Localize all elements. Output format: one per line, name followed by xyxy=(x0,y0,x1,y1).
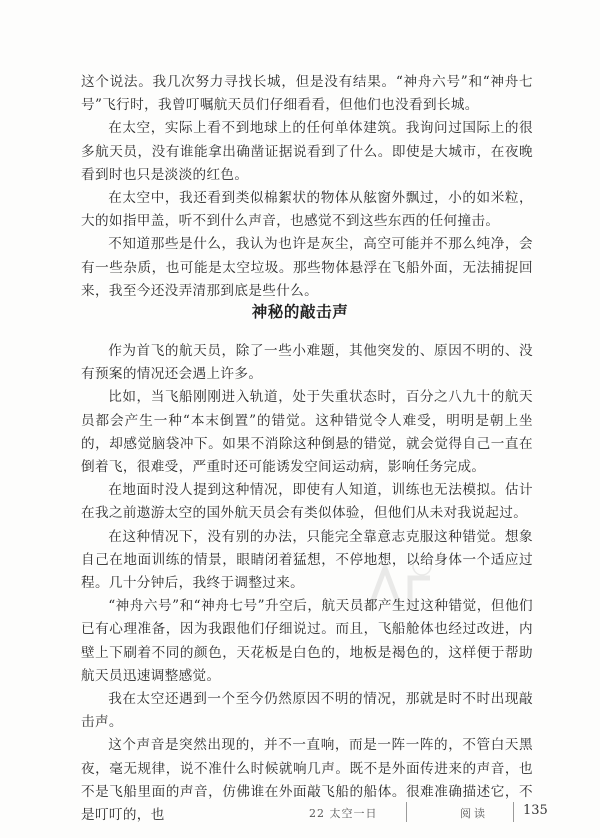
section-heading: 神秘的敲击声 xyxy=(251,303,349,321)
body-text-section-1 xyxy=(81,71,533,303)
paragraph: 不知道那些是什么，我认为也许是灰尘，高空可能并不那么纯净，会有一些杂质，也可能是太空垃圾。那些物体悬浮在飞船外面，无法捕捉回来，我至今还没弄清那到底是些什么。 xyxy=(81,236,533,299)
footer-divider xyxy=(406,802,407,822)
paragraph: 在太空，实际上看不到地球上的任何单体建筑。我询问过国际上的很多航天员，没有谁能拿出确凿证据说看到了什么。即使是大城市，在夜晚看到时也只是淡淡的红色。 xyxy=(81,120,533,183)
paragraph: 比如，当飞船刚刚进入轨道，处于失重状态时，百分之八九十的航天员都会产生一种“本末倒置”的错觉。这种错觉令人难受，明明是朝上坐的，却感觉脑袋冲下。如果不消除这种倒悬的错觉，就会觉得自己一直在倒着飞，很难受，严重时还可能诱发空间运动病，影响任务完成。 xyxy=(81,389,533,476)
page-footer xyxy=(0,802,600,822)
paragraph: 在这种情况下，没有别的办法，只能完全靠意志克服这种错觉。想象自己在地面训练的情景，眼睛闭着猛想，不停地想，以给身体一个适应过程。几十分钟后，我终于调整过来。 xyxy=(81,528,533,592)
page-number: 135 xyxy=(523,803,548,818)
body-text-section-2 xyxy=(81,340,533,827)
paragraph: 我在太空还遇到一个至今仍然原因不明的情况，那就是时不时出现敲击声。 xyxy=(81,691,533,731)
paragraph: 在地面时没人提到这种情况，即使有人知道，训练也无法模拟。估计在我之前遨游太空的国外航天员会有类似体验，但他们从未对我说起过。 xyxy=(81,482,533,522)
paragraph: 在太空中，我还看到类似棉絮状的物体从舷窗外飘过，小的如米粒，大的如指甲盖，听不到什么声音，也感觉不到这些东西的任何撞击。 xyxy=(81,190,533,230)
paragraph: 这个声音是突然出现的，并不一直响，而是一阵一阵的，不管白天黑夜，毫无规律，说不准什么时候就响几声。既不是外面传进来的声音，也不是飞船里面的声音，仿佛谁在外面敲飞船的船体。很难准确描述它，不是叮叮的，也 xyxy=(81,737,533,824)
footer-issue-title: 22 太空一日 xyxy=(309,807,378,820)
watermark-icon xyxy=(360,548,440,618)
paragraph: 作为首飞的航天员，除了一些小难题，其他突发的、原因不明的、没有预案的情况还会遇上许多。 xyxy=(81,343,533,383)
footer-section-name: 阅读 xyxy=(460,807,488,820)
paragraph: 这个说法。我几次努力寻找长城，但是没有结果。“神舟六号”和“神舟七号”飞行时，我曾叮嘱航天员们仔细看看，但他们也没看到长城。 xyxy=(81,74,533,114)
paragraph: “神舟六号”和“神舟七号”升空后，航天员都产生过这种错觉，但他们已有心理准备，因为我跟他们仔细说过。而且，飞船舱体也经过改进，内壁上下刷着不同的颜色，天花板是白色的，地板是褐色的，这样便于帮助航天员迅速调整感觉。 xyxy=(81,598,533,684)
footer-divider xyxy=(513,802,514,822)
